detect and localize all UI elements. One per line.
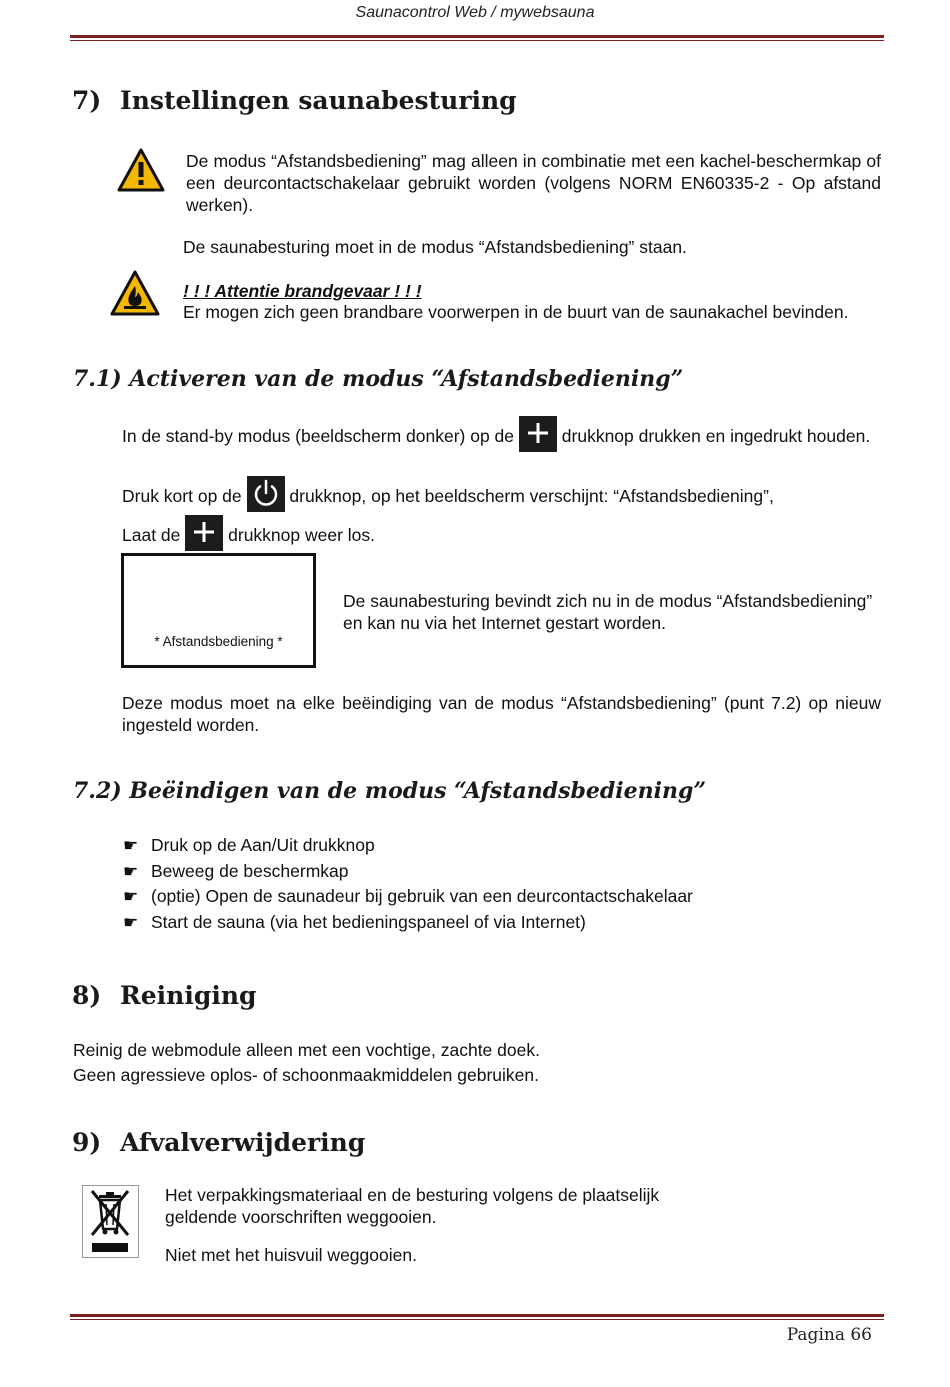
step-2-text: Druk kort op de drukknop, op het beeldscherm verschijnt: “Afstandsbediening”,: [122, 476, 774, 512]
section-title: Reiniging: [120, 981, 257, 1010]
reset-mode-note: Deze modus moet na elke beëindiging van de modus “Afstandsbediening” (punt 7.2) op nieuw ingesteld worden.: [122, 693, 881, 735]
disposal-household-note: Niet met het huisvuil weggooien.: [165, 1245, 417, 1265]
step-3-text: Laat de drukknop weer los.: [122, 515, 375, 551]
display-screen: [121, 553, 316, 668]
cleaning-line-1: Reinig de webmodule alleen met een vochtige, zachte doek.: [73, 1040, 540, 1060]
pointing-hand-icon: ☛: [123, 912, 139, 932]
fire-warning-text: Er mogen zich geen brandbare voorwerpen in de buurt van de saunakachel bevinden.: [183, 302, 849, 322]
fire-warning-title: ! ! ! Attentie brandgevaar ! ! !: [183, 281, 422, 301]
section-8-heading: [72, 981, 257, 1010]
pointing-hand-icon: ☛: [123, 836, 139, 855]
warning-triangle-icon: [117, 148, 165, 192]
section-number: 7): [72, 86, 102, 115]
pointing-hand-icon: ☛: [123, 887, 139, 906]
power-button-icon: [247, 476, 285, 512]
warning-remote-mode: De modus “Afstandsbediening” mag alleen in combinatie met een kachel-beschermkap of een deurcontactschakelaar gebruikt worden (volgens NORM EN60335-2 - Op afstand werken).: [186, 151, 881, 215]
crossed-bin-icon: [82, 1185, 139, 1258]
footer-divider: [70, 1314, 884, 1320]
section-title: Afvalverwijdering: [120, 1128, 366, 1157]
disposal-text: Het verpakkingsmateriaal en de besturing volgens de plaatselijk geldende voorschriften weggooien.: [165, 1185, 660, 1227]
flammable-warning-icon: [110, 270, 160, 316]
display-description: De saunabesturing bevindt zich nu in de modus “Afstandsbediening” en kan nu via het Internet gestart worden.: [343, 591, 873, 633]
end-mode-list: [123, 833, 693, 935]
section-7-2-heading: 7.2) Beëindigen van de modus “Afstandsbediening”: [73, 778, 707, 804]
display-screen-text: * Afstandsbediening *: [154, 634, 283, 649]
page-number: Pagina 66: [786, 1325, 872, 1345]
plus-button-icon: [519, 416, 557, 452]
section-7-1-heading: 7.1) Activeren van de modus “Afstandsbediening”: [73, 366, 684, 392]
list-item: ☛ Beweeg de beschermkap: [123, 859, 693, 885]
cleaning-line-2: Geen agressieve oplos- of schoonmaakmiddelen gebruiken.: [73, 1065, 539, 1085]
header-divider: [70, 35, 884, 41]
page-header: Saunacontrol Web / mywebsauna: [355, 4, 595, 21]
list-item: ☛ Druk op de Aan/Uit drukknop: [123, 833, 693, 859]
mode-requirement-note: De saunabesturing moet in de modus “Afstandsbediening” staan.: [183, 237, 687, 257]
section-title: Instellingen saunabesturing: [120, 86, 517, 115]
section-number: 8): [72, 981, 102, 1010]
pointing-hand-icon: ☛: [123, 861, 139, 881]
section-9-heading: [72, 1128, 365, 1157]
list-item: ☛ (optie) Open de saunadeur bij gebruik van een deurcontactschakelaar: [123, 884, 693, 910]
plus-button-icon: [185, 515, 223, 551]
section-number: 9): [72, 1128, 102, 1157]
list-item: ☛ Start de sauna (via het bedieningspaneel of via Internet): [123, 910, 693, 936]
step-1-text: In de stand-by modus (beeldscherm donker) op de drukknop drukken en ingedrukt houden.: [122, 416, 881, 452]
section-7-heading: [72, 86, 517, 115]
